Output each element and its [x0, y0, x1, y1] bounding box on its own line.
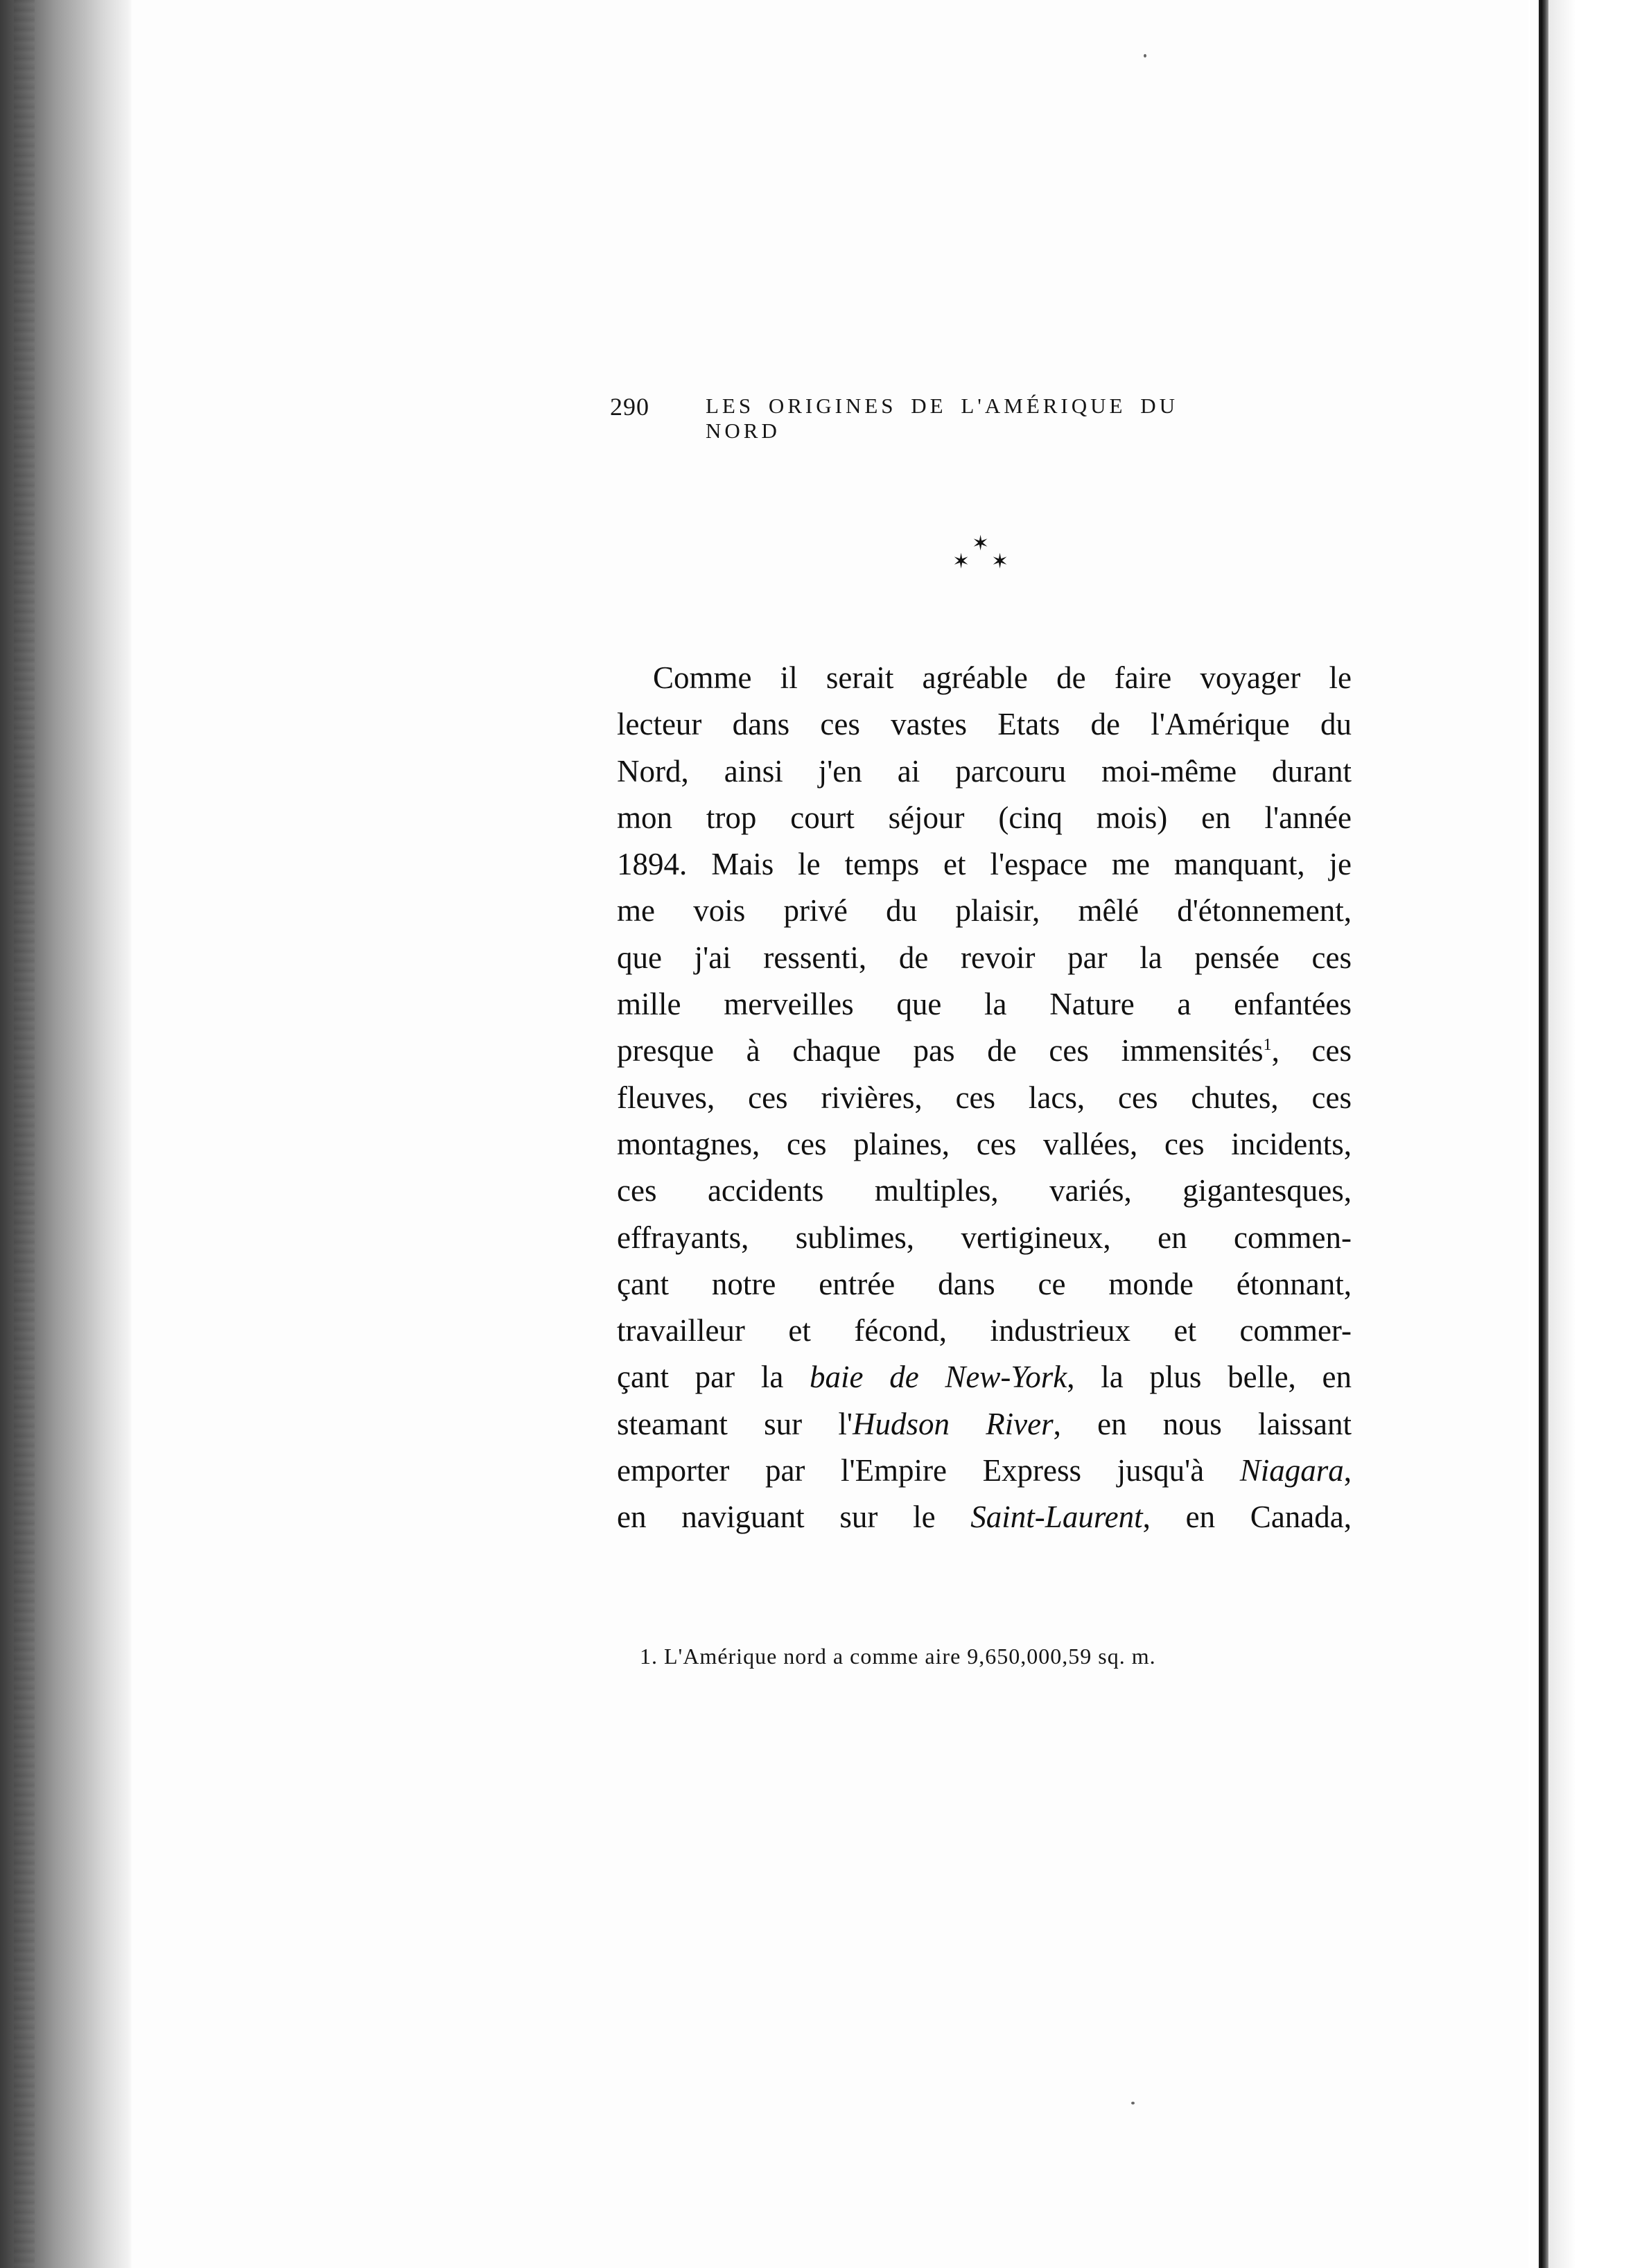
page-edge-shade — [1548, 0, 1633, 2268]
text-line: Nord, ainsi j'en ai parcouru moi-même durant — [617, 753, 1352, 789]
text-line: fleuves, ces rivières, ces lacs, ces chutes, ces — [617, 1080, 1352, 1115]
text-line: Comme il serait agréable de faire voyager le — [653, 660, 1352, 695]
asterism-star-icon: ✶ — [952, 550, 970, 574]
scan-speck — [1144, 54, 1146, 58]
asterism-star-icon: ✶ — [972, 531, 990, 556]
italic-place-name: baie de New-York — [810, 1360, 1067, 1395]
body-paragraph — [617, 655, 1352, 1541]
text-line: lecteur dans ces vastes Etats de l'Amérique du — [617, 707, 1352, 742]
footnote-reference: 1 — [1263, 1036, 1272, 1055]
text-line: 1894. Mais le temps et l'espace me manquant, je — [617, 847, 1352, 882]
book-gutter-shadow — [0, 0, 132, 2268]
text-line: mille merveilles que la Nature a enfantées — [617, 987, 1352, 1022]
text-line: ces accidents multiples, variés, gigantesques, — [617, 1173, 1352, 1208]
text-line: montagnes, ces plaines, ces vallées, ces incidents, — [617, 1126, 1352, 1161]
text-line: mon trop court séjour (cinq mois) en l'année — [617, 800, 1352, 835]
text-line: çant notre entrée dans ce monde étonnant, — [617, 1266, 1352, 1301]
text-line: presque à chaque pas de ces immensités$^1$, ces — [617, 1033, 1352, 1069]
text-line: steamant sur l'Hudson River, en nous laissant — [617, 1406, 1352, 1441]
running-head — [610, 392, 1261, 443]
text-line: que j'ai ressenti, de revoir par la pensée ces — [617, 940, 1352, 975]
italic-place-name: Niagara — [1239, 1453, 1344, 1488]
text-line: emporter par l'Empire Express jusqu'à Niagara, — [617, 1453, 1352, 1488]
text-line: effrayants, sublimes, vertigineux, en commen- — [617, 1220, 1352, 1255]
italic-place-name: Saint-Laurent — [970, 1500, 1143, 1535]
text-line: en naviguant sur le Saint-Laurent, en Canada, — [617, 1500, 1352, 1535]
text-line: travailleur et fécond, industrieux et commer- — [617, 1313, 1352, 1348]
page-number: 290 — [610, 393, 649, 421]
footnote: 1. L'Amérique nord a comme aire 9,650,000,59 sq. m. — [640, 1644, 1156, 1669]
text-line: çant par la baie de New-York, la plus belle, en — [617, 1360, 1352, 1395]
page-edge-line — [1539, 0, 1548, 2268]
running-title: LES ORIGINES DE L'AMÉRIQUE DU NORD — [706, 394, 1178, 443]
asterism-star-icon: ✶ — [991, 550, 1009, 574]
asterism-ornament — [950, 531, 1012, 582]
text-line: me vois privé du plaisir, mêlé d'étonnement, — [617, 893, 1352, 929]
italic-place-name: Hudson River — [852, 1406, 1054, 1441]
scan-speck — [1131, 2102, 1135, 2104]
